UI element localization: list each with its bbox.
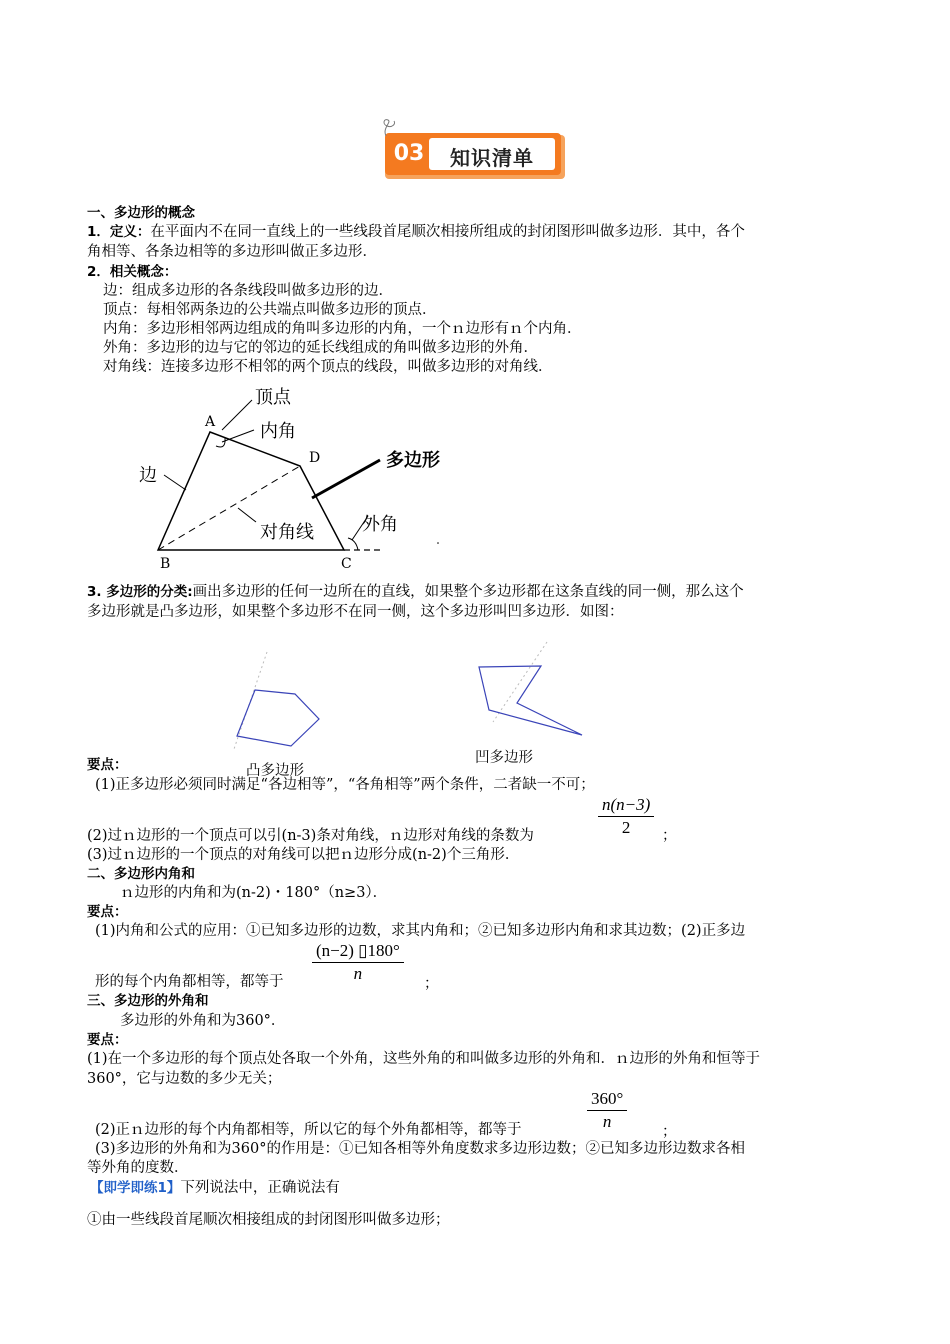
label-polygon: 多边形 — [386, 450, 440, 471]
concept-interior-angle: 内角：多边形相邻两边组成的角叫多边形的内角，一个ｎ边形有ｎ个内角． — [103, 321, 582, 337]
polygon-pointer — [312, 460, 380, 498]
polygon-figure — [130, 380, 470, 575]
vertex-label-a: A — [205, 414, 216, 430]
diagonal-fraction-denominator: 2 — [621, 818, 631, 837]
diagonal-pointer — [238, 508, 256, 522]
classification-text-2: 多边形就是凸多边形，如果整个多边形不在同一侧，这个多边形叫凹多边形．如图： — [87, 604, 624, 620]
classification-text-1: 画出多边形的任何一边所在的直线，如果整个多边形都在这条直线的同一侧，那么这个 — [192, 584, 744, 600]
diagonal-fraction-numerator: n(n−3) — [598, 794, 654, 817]
convex-concave-figure — [225, 640, 595, 750]
section2-heading: 二、多边形内角和 — [87, 866, 195, 882]
practice-text: 下列说法中，正确说法有 — [180, 1180, 340, 1196]
concave-label: 凹多边形 — [475, 750, 533, 766]
vertex-label-b: B — [160, 556, 171, 572]
diagonal-count-fraction — [598, 794, 654, 839]
definition-label: 1．定义： — [87, 224, 151, 240]
point-2-2-end: ； — [424, 976, 439, 992]
label-side: 边 — [139, 465, 157, 486]
vertex-pointer — [222, 400, 252, 430]
interior-angle-fraction — [312, 940, 404, 985]
definition-text-2: 角相等、各条边相等的多边形叫做正多边形． — [87, 244, 377, 260]
concave-polygon — [479, 666, 582, 735]
vertex-label-c: C — [341, 556, 352, 572]
point-1-1: (1)正多边形必须同时满足“各边相等”，“各角相等”两个条件，二者缺一不可； — [95, 777, 595, 793]
point-3-2-end: ； — [662, 1124, 677, 1140]
label-exterior-angle: 外角 — [362, 514, 398, 535]
definition-line-1 — [87, 222, 745, 242]
concepts-label: 2．相关概念： — [87, 264, 178, 280]
classification-line-1 — [87, 582, 744, 602]
points-label-2: 要点： — [87, 904, 128, 920]
banner-clip-icon — [378, 118, 402, 138]
exterior-sum-text: 多边形的外角和为360°． — [120, 1013, 286, 1029]
label-interior-angle: 内角 — [260, 421, 296, 442]
concept-diagonal: 对角线：连接多边形不相邻的两个顶点的线段，叫做多边形的对角线． — [103, 359, 553, 375]
exterior-fraction-numerator: 360° — [587, 1088, 627, 1111]
interior-pointer — [222, 430, 254, 442]
point-1-2: (2)过ｎ边形的一个顶点可以引(n-3)条对角线，ｎ边形对角线的条数为 — [87, 828, 534, 844]
practice-item-1: ①由一些线段首尾顺次相接组成的封闭图形叫做多边形； — [87, 1212, 450, 1228]
label-diagonal: 对角线 — [260, 522, 314, 543]
section3-heading: 三、多边形的外角和 — [87, 993, 209, 1009]
point-3-1b: 360°，它与边数的多少无关； — [87, 1071, 282, 1087]
concave-side-line — [493, 642, 547, 722]
label-vertex: 顶点 — [255, 387, 291, 408]
banner-title: 知识清单 — [450, 146, 534, 170]
points-label-3: 要点： — [87, 1032, 128, 1048]
exterior-fraction-denominator: n — [602, 1112, 612, 1131]
point-3-2: (2)正ｎ边形的每个内角都相等，所以它的每个外角都相等，都等于 — [95, 1122, 522, 1138]
interior-angle-arc — [216, 438, 225, 447]
classification-label: 3. 多边形的分类: — [87, 584, 193, 600]
convex-polygon — [237, 690, 319, 746]
concept-side: 边：组成多边形的各条线段叫做多边形的边． — [103, 283, 393, 299]
section1-heading: 一、多边形的概念 — [87, 205, 195, 221]
convex-label: 凸多边形 — [246, 763, 304, 779]
interior-sum-text: ｎ边形的内角和为(n-2)・180°（n≥3）． — [120, 885, 388, 901]
point-1-3: (3)过ｎ边形的一个顶点的对角线可以把ｎ边形分成(n-2)个三角形． — [87, 847, 520, 863]
point-2-2: 形的每个内角都相等，都等于 — [95, 974, 284, 990]
interior-fraction-numerator: (n−2) ▯180° — [312, 940, 404, 963]
convex-side-line — [233, 652, 267, 750]
point-3-1a: (1)在一个多边形的每个顶点处各取一个外角，这些外角的和叫做多边形的外角和．ｎ边形的外角和恒等于 — [87, 1051, 761, 1067]
stray-dot — [437, 542, 439, 544]
section-banner — [385, 133, 567, 181]
banner-number: 03 — [393, 141, 425, 166]
side-pointer — [164, 475, 186, 490]
points-label-1: 要点： — [87, 757, 128, 773]
point-3-3b: 等外角的度数． — [87, 1160, 189, 1176]
interior-fraction-denominator: n — [353, 964, 363, 983]
point-1-2-end: ； — [662, 828, 677, 844]
concept-vertex: 顶点：每相邻两条边的公共端点叫做多边形的顶点． — [103, 302, 437, 318]
exterior-angle-arc — [348, 538, 358, 550]
practice-line — [90, 1178, 340, 1198]
exterior-angle-fraction — [587, 1088, 627, 1133]
vertex-label-d: D — [309, 450, 321, 466]
concept-exterior-angle: 外角：多边形的边与它的邻边的延长线组成的角叫做多边形的外角． — [103, 340, 538, 356]
point-2-1: (1)内角和公式的应用：①已知多边形的边数，求其内角和；②已知多边形内角和求其边数；(2)正多边 — [95, 923, 746, 939]
definition-text-1: 在平面内不在同一直线上的一些线段首尾顺次相接所组成的封闭图形叫做多边形．其中，各个 — [150, 224, 745, 240]
practice-label: 【即学即练1】 — [90, 1180, 181, 1196]
point-3-3a: (3)多边形的外角和为360°的作用是：①已知各相等外角度数求多边形边数；②已知多边形边数求各相 — [95, 1141, 745, 1157]
